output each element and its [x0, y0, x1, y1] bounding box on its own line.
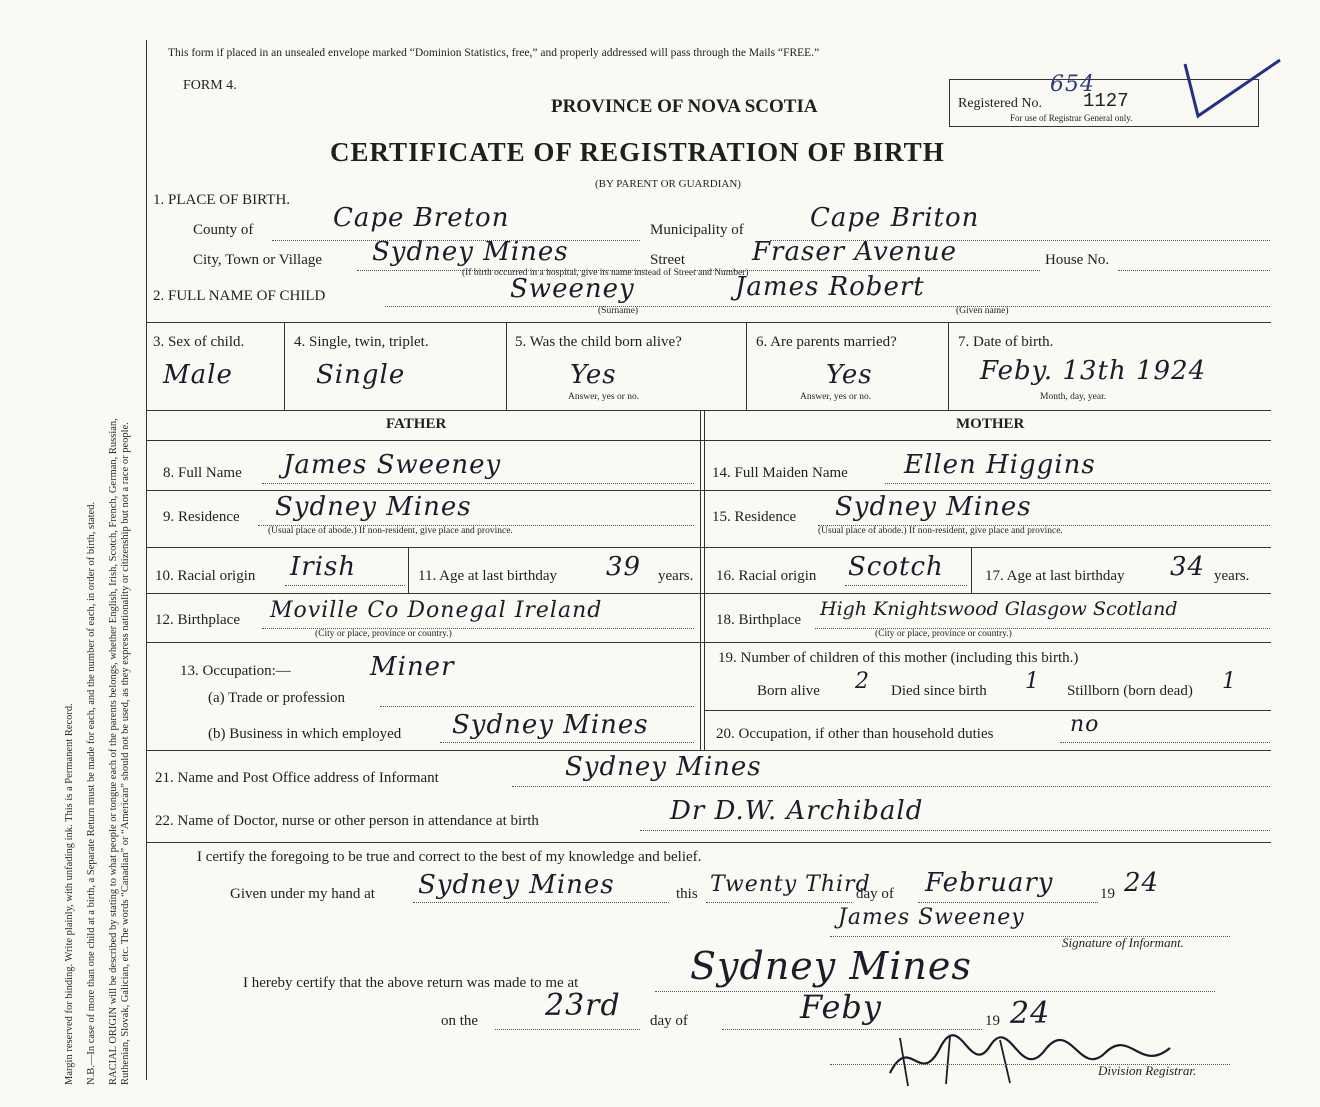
mother-birthplace-value: High Knightswood Glasgow Scotland: [820, 598, 1178, 620]
margin-text-1: Margin reserved for binding. Write plainly, with unfading ink. This is a Permanent Record.: [64, 703, 75, 1085]
registrar-statement: I hereby certify that the above return was made to me at: [243, 975, 579, 991]
form-number: FORM 4.: [183, 78, 237, 93]
mother-heading: MOTHER: [956, 416, 1025, 432]
business-label: (b) Business in which employed: [208, 726, 402, 742]
given-under-label: Given under my hand at: [230, 886, 375, 902]
street-label: Street: [650, 252, 685, 268]
born-alive-count: 2: [855, 669, 870, 694]
child-surname: Sweeney: [510, 274, 635, 304]
surname-note: (Surname): [598, 306, 639, 316]
stillborn-label: Stillborn (born dead): [1067, 683, 1193, 699]
mother-age-label: 17. Age at last birthday: [985, 568, 1125, 584]
registered-note: For use of Registrar General only.: [1010, 113, 1133, 123]
stillborn-count: 1: [1222, 669, 1237, 694]
given-year-value: 24: [1124, 868, 1160, 898]
father-residence-label: 9. Residence: [163, 509, 240, 525]
city-value: Sydney Mines: [372, 237, 569, 267]
dob-label: 7. Date of birth.: [958, 334, 1054, 350]
father-race-value: Irish: [290, 552, 357, 582]
registrar-year-prefix: 19: [985, 1013, 1000, 1029]
document-title: CERTIFICATE OF REGISTRATION OF BIRTH: [330, 137, 945, 167]
mother-occupation-label: 20. Occupation, if other than household duties: [716, 726, 994, 742]
informant-signature: James Sweeney: [838, 905, 1025, 930]
registrar-day-of-label: day of: [650, 1013, 688, 1029]
registered-label: Registered No.: [958, 96, 1042, 111]
father-name-value: James Sweeney: [283, 450, 502, 480]
registrar-place-value: Sydney Mines: [690, 944, 972, 988]
registered-number-a: 654: [1050, 72, 1095, 97]
day-of-label: day of: [856, 886, 894, 902]
died-since-birth-label: Died since birth: [891, 683, 987, 699]
mother-name-label: 14. Full Maiden Name: [712, 465, 848, 481]
city-label: City, Town or Village: [193, 252, 323, 268]
hospital-note: (If birth occurred in a hospital, give its name instead of Street and Number): [462, 268, 749, 278]
doctor-value: Dr D.W. Archibald: [670, 796, 924, 826]
died-since-birth-count: 1: [1025, 669, 1040, 694]
father-residence-note: (Usual place of abode.) If non-resident, give place and province.: [268, 526, 513, 536]
parents-married-value: Yes: [826, 360, 873, 390]
mother-race-label: 16. Racial origin: [716, 568, 817, 584]
mother-name-value: Ellen Higgins: [904, 450, 1096, 480]
father-age-value: 39: [606, 552, 642, 582]
mother-residence-note: (Usual place of abode.) If non-resident, give place and province.: [818, 526, 1063, 536]
children-count-label: 19. Number of children of this mother (including this birth.): [718, 650, 1079, 666]
doctor-label: 22. Name of Doctor, nurse or other person in attendance at birth: [155, 813, 539, 829]
father-race-label: 10. Racial origin: [155, 568, 256, 584]
division-registrar-label: Division Registrar.: [1098, 1063, 1197, 1078]
mother-race-value: Scotch: [848, 552, 944, 582]
mother-birthplace-note: (City or place, province or country.): [875, 629, 1012, 639]
left-border: [146, 40, 147, 1080]
check-mark-icon: [1180, 54, 1290, 126]
father-name-label: 8. Full Name: [163, 465, 242, 481]
father-birthplace-label: 12. Birthplace: [155, 612, 240, 628]
registrar-year-value: 24: [1010, 996, 1051, 1031]
mail-notice: This form if placed in an unsealed envelope marked “Dominion Statistics, free,” and properly addressed will pass through the Mails “FREE.”: [168, 47, 820, 59]
father-birthplace-note: (City or place, province or country.): [315, 629, 452, 639]
father-age-label: 11. Age at last birthday: [418, 568, 557, 584]
informant-signature-label: Signature of Informant.: [1062, 935, 1184, 950]
mother-residence-label: 15. Residence: [712, 509, 797, 525]
year-prefix: 19: [1100, 886, 1115, 902]
mother-residence-value: Sydney Mines: [835, 492, 1032, 522]
father-residence-value: Sydney Mines: [275, 492, 472, 522]
plurality-label: 4. Single, twin, triplet.: [294, 334, 429, 350]
street-value: Fraser Avenue: [752, 237, 958, 267]
child-given-name: James Robert: [735, 272, 925, 302]
province-title: PROVINCE OF NOVA SCOTIA: [551, 96, 818, 117]
born-alive-label: 5. Was the child born alive?: [515, 334, 682, 350]
margin-text-3: RACIAL ORIGIN will be described by stating to what people or tongue each of the parents belongs, whether English, Irish, Scotch, French, German, Russian,: [108, 418, 119, 1085]
registrar-day-value: 23rd: [545, 988, 621, 1023]
born-alive-value: Yes: [570, 360, 617, 390]
father-birthplace-value: Moville Co Donegal Ireland: [270, 598, 603, 623]
county-label: County of: [193, 222, 254, 238]
mother-age-value: 34: [1170, 552, 1206, 582]
certify-statement: I certify the foregoing to be true and correct to the best of my knowledge and belief.: [197, 849, 702, 865]
parents-married-note: Answer, yes or no.: [800, 392, 872, 402]
sex-value: Male: [163, 360, 233, 390]
sex-label: 3. Sex of child.: [153, 334, 245, 350]
registered-number-b: 1127: [1083, 90, 1129, 112]
parents-married-label: 6. Are parents married?: [756, 334, 897, 350]
house-no-label: House No.: [1045, 252, 1110, 268]
given-day-value: Twenty Third: [710, 872, 871, 897]
this-label: this: [676, 886, 698, 902]
informant-label: 21. Name and Post Office address of Informant: [155, 770, 439, 786]
margin-text-2: N.B.—In case of more than one child at a birth, a Separate Return must be made for each, and the number of each, in order of birth, stated.: [86, 501, 97, 1085]
father-business-value: Sydney Mines: [452, 710, 649, 740]
mother-age-years: years.: [1214, 568, 1250, 584]
plurality-value: Single: [316, 360, 406, 390]
given-month-value: February: [925, 868, 1054, 898]
given-name-note: (Given name): [956, 306, 1009, 316]
dob-value: Feby. 13th 1924: [980, 356, 1207, 386]
father-occupation-label: 13. Occupation:—: [180, 663, 291, 679]
mother-birthplace-label: 18. Birthplace: [716, 612, 801, 628]
municipality-value: Cape Briton: [810, 203, 980, 233]
father-heading: FATHER: [386, 416, 447, 432]
father-occupation-value: Miner: [370, 652, 455, 682]
dob-note: Month, day, year.: [1040, 392, 1107, 402]
municipality-label: Municipality of: [650, 222, 744, 238]
registrar-month-value: Feby: [800, 988, 882, 1026]
mother-occupation-value: no: [1070, 712, 1100, 737]
trade-label: (a) Trade or profession: [208, 690, 346, 706]
document-subtitle: (BY PARENT OR GUARDIAN): [595, 178, 741, 190]
informant-value: Sydney Mines: [565, 752, 762, 782]
given-place-value: Sydney Mines: [418, 870, 615, 900]
place-of-birth-label: 1. PLACE OF BIRTH.: [153, 192, 291, 208]
registrar-signature-icon: [880, 1028, 1180, 1088]
born-alive-note: Answer, yes or no.: [568, 392, 640, 402]
county-value: Cape Breton: [333, 203, 510, 233]
child-name-label: 2. FULL NAME OF CHILD: [153, 288, 326, 304]
on-the-label: on the: [441, 1013, 479, 1029]
born-alive-count-label: Born alive: [757, 683, 820, 699]
margin-text-4: Ruthenian, Slovak, Galician, etc. The words “Canadian” or “American” should not be used, as they express nationality or citizenship but not a race or people.: [120, 422, 131, 1085]
father-age-years: years.: [658, 568, 694, 584]
